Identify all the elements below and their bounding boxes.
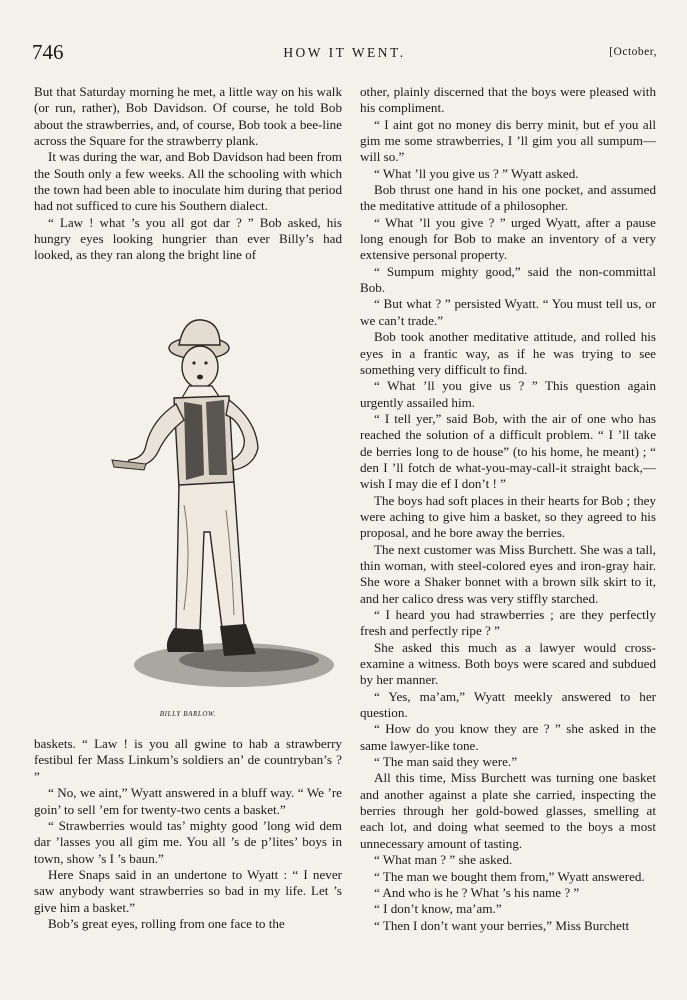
- illustration-caption: BILLY BARLOW.: [159, 709, 217, 718]
- paragraph: “ I heard you had strawberries ; are they perfectly fresh and perfectly ripe ? ”: [360, 607, 656, 639]
- paragraph: Bob’s great eyes, rolling from one face to the: [48, 915, 285, 931]
- paragraph: “ What ’ll you give us ? ” This question again urgently assailed him.: [360, 378, 656, 410]
- illustration-billy-barlow: [34, 270, 342, 700]
- left-column: [34, 84, 342, 932]
- paragraph: “ No, we aint,” Wyatt answered in a bluff way. “ We ’re goin’ to sell ’em for twenty-two cents a basket.”: [34, 785, 342, 817]
- paragraph: “ Sumpum mighty good,” said the non-committal Bob.: [360, 263, 656, 296]
- paragraph: “ What man ? ” she asked.: [374, 852, 513, 868]
- page-header: [32, 40, 657, 70]
- page-number: 746: [32, 40, 64, 64]
- right-column: [360, 84, 656, 934]
- month-label: [October,: [609, 46, 657, 58]
- paragraph: It was during the war, and Bob Davidson had been from the South only a few weeks. All the schooling with which the town had been able to inoculate him during that period had not sufficed to cure his Southern dialect.: [34, 149, 342, 214]
- paragraph: “ What ’ll you give ? ” urged Wyatt, after a pause long enough for Bob to make an inventory of a very extensive personal property.: [360, 214, 656, 263]
- paragraph: “ The man said they were.”: [374, 754, 518, 770]
- paragraph: baskets. “ Law ! is you all gwine to hab a strawberry festibul fer Mass Linkum’s soldiers an’ de countryban’s ? ”: [34, 736, 342, 784]
- paragraph: “ Law ! what ’s you all got dar ? ” Bob asked, his hungry eyes looking hungrier than ever Billy’s had looked, as they ran along the bright line of: [34, 214, 342, 263]
- paragraph: The boys had soft places in their hearts for Bob ; they were aching to give him a basket, so they agreed to his proposal, and he bore away the berries.: [360, 492, 656, 541]
- paragraph: She asked this much as a lawyer would cross-examine a witness. Both boys were scared and subdued by her manner.: [360, 639, 656, 688]
- paragraph: “ Yes, ma’am,” Wyatt meekly answered to her question.: [360, 688, 656, 721]
- paragraph: Bob took another meditative attitude, and rolled his eyes in a frantic way, as if he was trying to see something very difficult to find.: [360, 329, 656, 377]
- paragraph: “ And who is he ? What ’s his name ? ”: [374, 884, 580, 900]
- running-head: HOW IT WENT.: [283, 45, 406, 60]
- boy-engraving: [34, 270, 342, 700]
- paragraph: All this time, Miss Burchett was turning one basket and another against a plate she carried, inspecting the berries through her gold-bowed glasses, smelling at each lot, and doing what seemed to the boys a most unnecessary amount of tasting.: [360, 770, 656, 851]
- paragraph: “ I aint got no money dis berry minit, but ef you all gim me some strawberries, I ’ll gim you all sumpum—will so.”: [360, 116, 656, 165]
- paragraph: “ What ’ll you give us ? ” Wyatt asked.: [374, 165, 579, 181]
- paragraph: Bob thrust one hand in his one pocket, and assumed the meditative attitude of a philosopher.: [360, 182, 656, 214]
- paragraph: Here Snaps said in an undertone to Wyatt : “ I never saw anybody want strawberries so bad in my life. Let ’s give him a basket.”: [34, 866, 342, 915]
- paragraph: “ I don’t know, ma’am.”: [374, 901, 502, 917]
- paragraph: other, plainly discerned that the boys were pleased with his compliment.: [360, 84, 656, 116]
- paragraph: “ Then I don’t want your berries,” Miss Burchett: [374, 917, 630, 933]
- paragraph: “ But what ? ” persisted Wyatt. “ You must tell us, or we can’t trade.”: [360, 296, 656, 328]
- paragraph: “ The man we bought them from,” Wyatt answered.: [374, 868, 645, 884]
- paragraph: “ How do you know they are ? ” she asked in the same lawyer-like tone.: [360, 721, 656, 753]
- paragraph: “ Strawberries would tas’ mighty good ’long wid dem dar ’lasses you all gim me. You all ’s de p’lites’ boys in town, show ’s I ’s baun.”: [34, 817, 342, 866]
- paragraph: The next customer was Miss Burchett. She was a tall, thin woman, with steel-colored eyes and iron-gray hair. She wore a Shaker bonnet with a brown silk skirt to it, and her calico dress was very stiffly starched.: [360, 541, 656, 606]
- paragraph: “ I tell yer,” said Bob, with the air of one who has reached the solution of a difficult problem. “ I ’ll take de berries long to de house” (to his home, he meant) ; “ den I ’ll fotch de what-you-may-call-it straight back,—wish I may die ef I don’t ! ”: [360, 410, 656, 492]
- paragraph: But that Saturday morning he met, a little way on his walk (or run, rather), Bob Davidson. Of course, he told Bob about the strawberries, and, of course, Bob took a bee-line across the Square for the strawberry plank.: [34, 84, 342, 149]
